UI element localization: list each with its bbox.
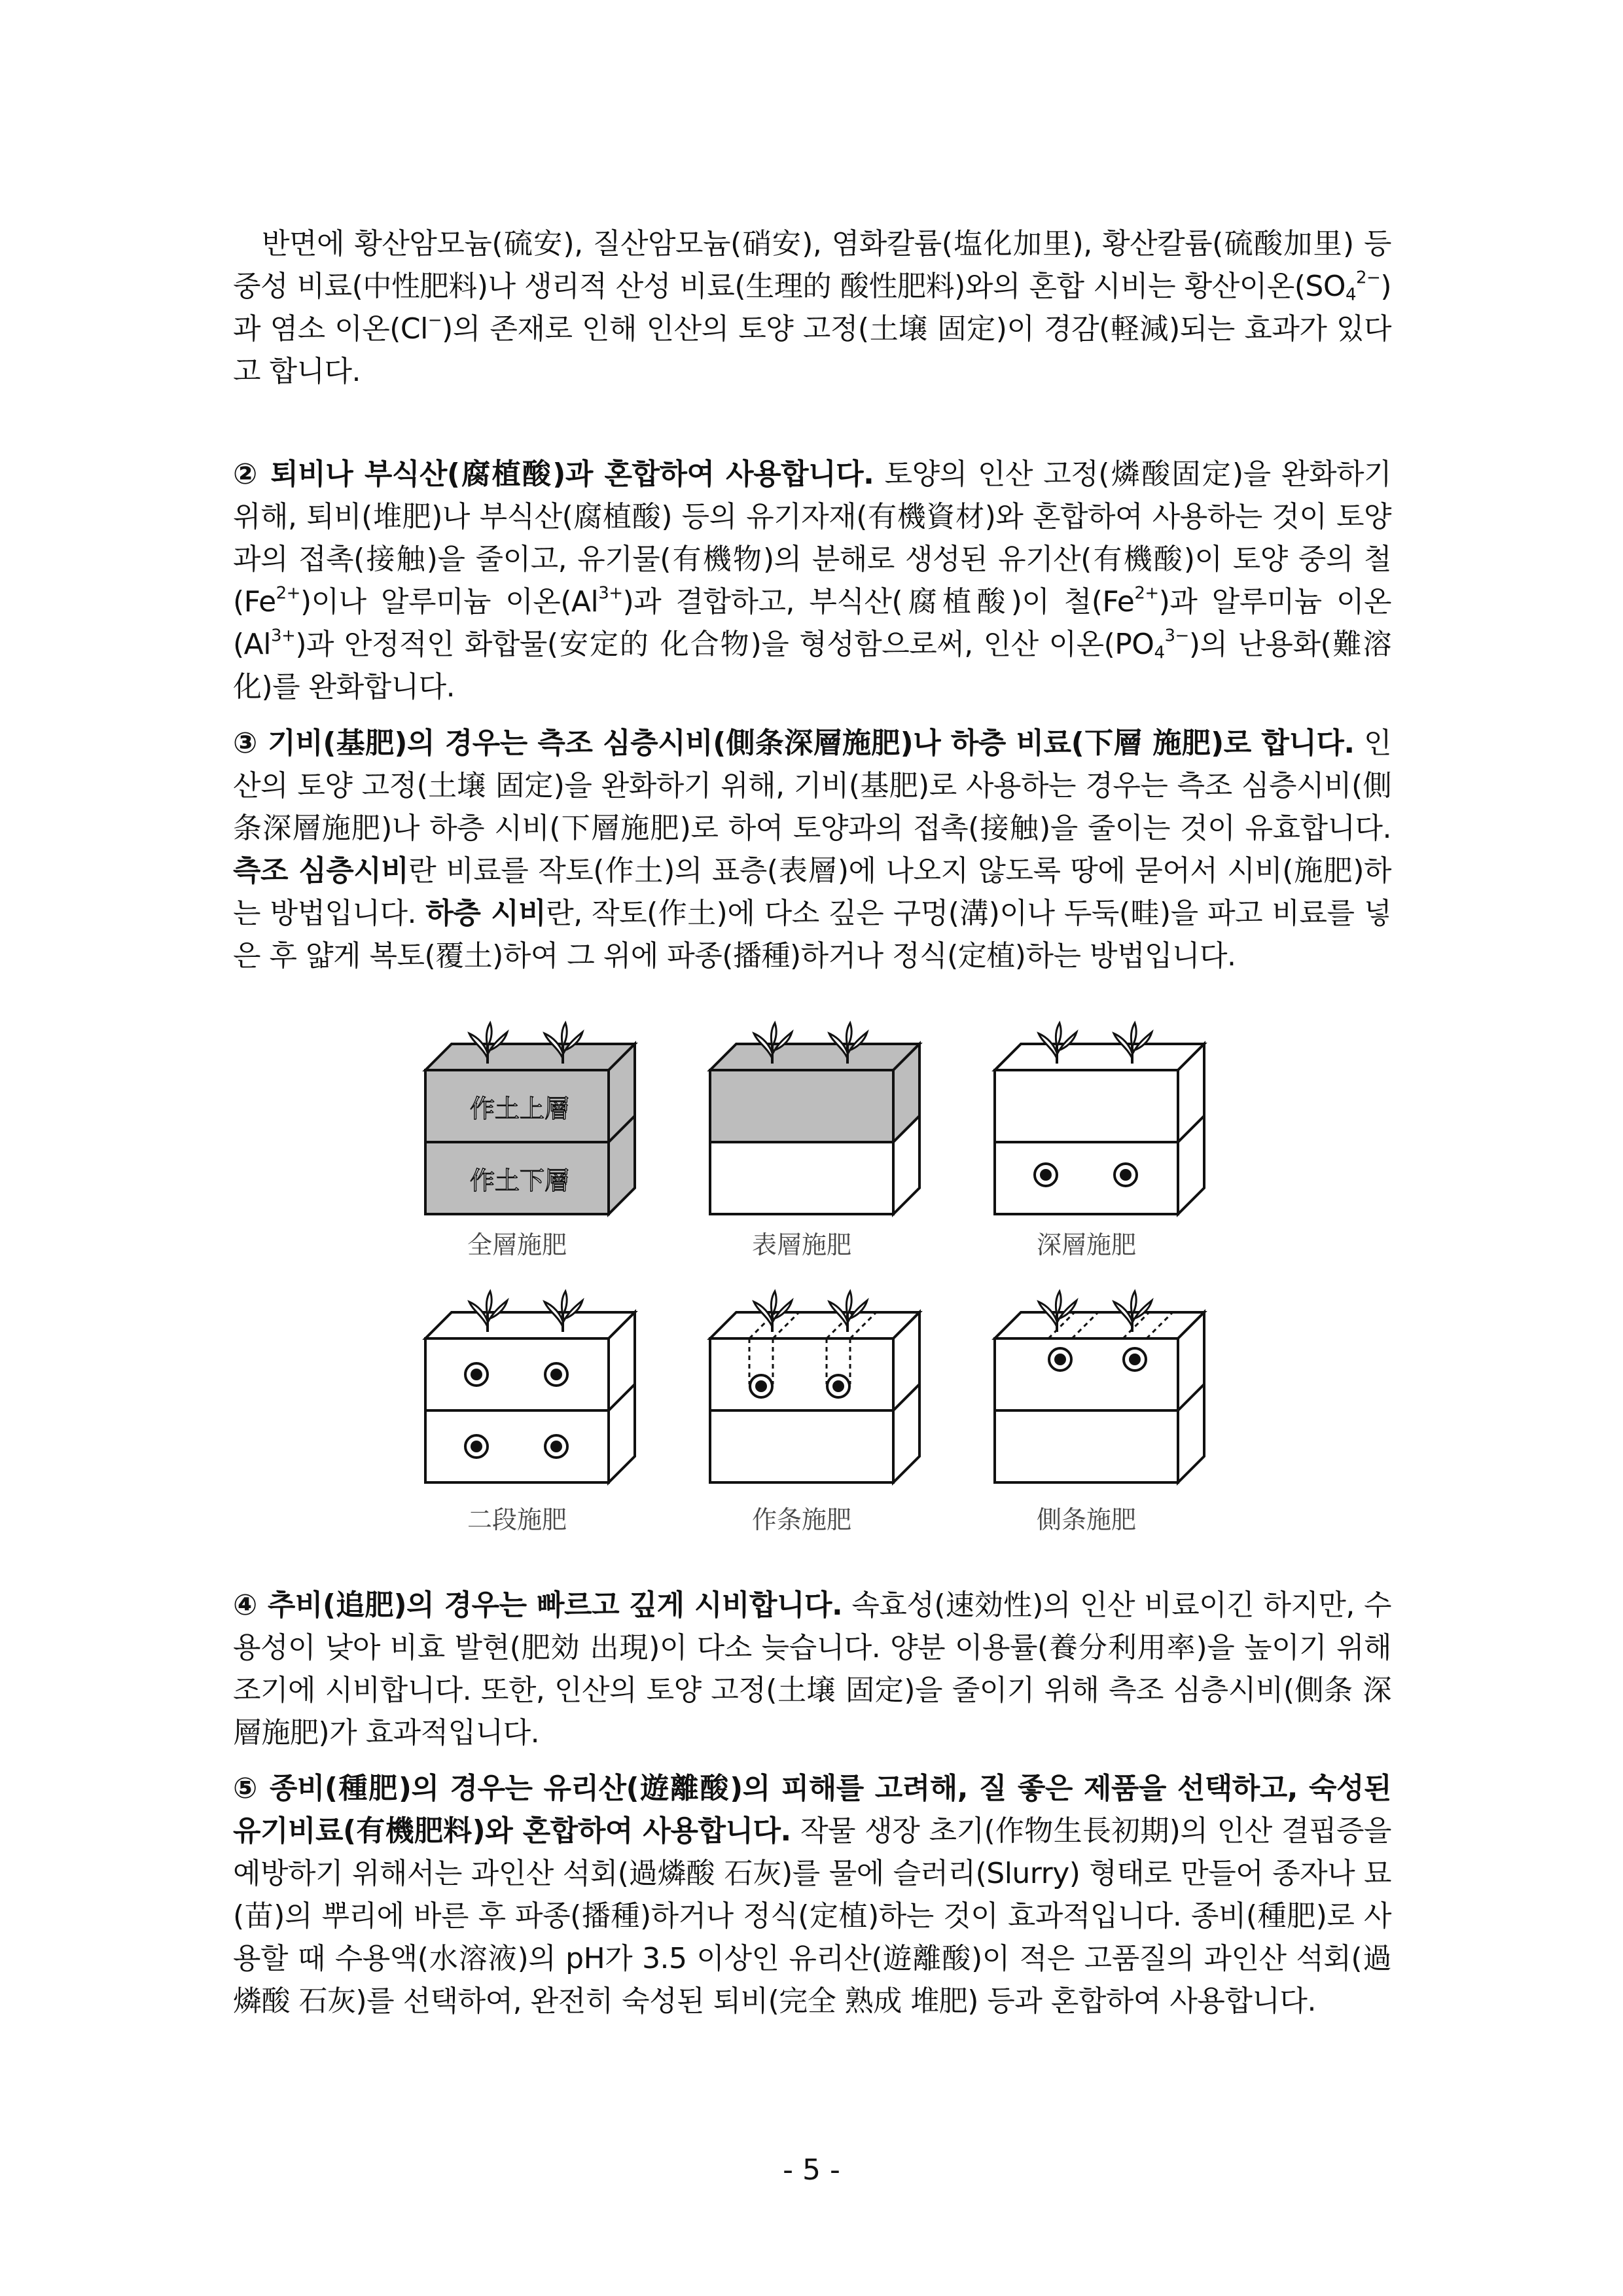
fertilization-methods-figure [406,998,1224,1535]
text: )과 결합하고, 부식산(腐植酸)이 철(Fe [622,585,1135,619]
paragraph-compost-mixing [233,453,1391,708]
text: 작물 생장 초기(作物生長初期)의 인산 결핍증을 예방하기 위해서는 과인산 석회(過燐酸 石灰)를 물에 슬러리(Slurry) 형태로 만들어 종자나 묘(苗)의 뿌리에 바른 후 파종(播種)하거나 정식(定植)하는 것이 효과적입니다. 종비(種肥)로 사용할 때 수용액(水溶液)의 pH가 3.5 이상인 유리산(遊離酸)이 적은 고품질의 과인산 석회(過燐酸 石灰)를 선택하여, 완전히 숙성된 퇴비(完全 熟成 堆肥) 등과 혼합하여 사용합니다. [233,1814,1391,2018]
text: 란 비료를 작토(作土)의 표층(表層)에 나오지 않도록 땅에 묻어서 시비(施肥)하는 방법입니다. [233,854,1391,930]
text: 반면에 황산암모늄(硫安), 질산암모늄(硝安), 염화칼륨(塩化加里), 황산칼륨(硫酸加里) 등 중성 비료(中性肥料)나 생리적 산성 비료(生理的 酸性肥料)와의 혼합 시비는 황산이온(SO [233,227,1391,303]
caption-two-stage: 二段施肥 [467,1505,567,1534]
text: )의 존재로 인해 인산의 토양 고정(土壌 固定)이 경감(軽減)되는 효과가 있다고 합니다. [233,312,1392,388]
caption-whole-layer: 全層施肥 [467,1230,567,1259]
caption-deep-layer: 深層施肥 [1036,1230,1137,1259]
superscript: 2+ [1134,583,1159,603]
text: 인산의 토양 고정(土壌 固定)을 완화하기 위해, 기비(基肥)로 사용하는 경우는 측조 심층시비(側条深層施肥)나 하층 시비(下層施肥)로 하여 토양과의 접촉(接触)을 줄이는 것이 유효합니다. [233,726,1391,845]
bold-term: 측조 심층시비 [233,854,409,888]
superscript: 3+ [598,583,623,603]
text: )의 난용화(難溶化)를 완화합니다. [233,628,1392,704]
text: 토양의 인산 고정(燐酸固定)을 완화하기 위해, 퇴비(堆肥)나 부식산(腐植酸) 등의 유기자재(有機資材)와 혼합하여 사용하는 것이 토양과의 접촉(接触)을 줄이고, 유기물(有機物)의 분해로 생성된 유기산(有機酸)이 토양 중의 철(Fe [233,457,1391,619]
superscript: − [427,310,442,331]
subscript: 4 [1154,643,1165,663]
superscript: 2− [1356,268,1381,288]
text: )과 알루미늄 이온(Al [233,585,1391,661]
superscript: 2+ [276,583,300,603]
paragraph-heading: ④ 추비(追肥)의 경우는 빠르고 깊게 시비합니다. [233,1588,843,1622]
diagram-deep-layer [995,1023,1204,1259]
paragraph-fertilizer-mixing-note [233,223,1391,393]
text: 란, 작토(作土)에 다소 깊은 구멍(溝)이나 두둑(畦)을 파고 비료를 넣은 후 얇게 복토(覆土)하여 그 위에 파종(播種)하거나 정식(定植)하는 방법입니다. [233,897,1391,973]
caption-surface-layer: 表層施肥 [751,1230,852,1259]
paragraph-topdressing [233,1584,1391,1754]
caption-side-row: 側条施肥 [1036,1505,1137,1534]
page-number: - 5 - [783,2153,840,2187]
paragraph-seed-fertilizer [233,1767,1391,2022]
diagram-surface-layer [710,1023,919,1259]
diagram-whole-layer [425,1023,635,1259]
superscript: 3+ [271,626,296,646]
text: )과 안정적인 화합물(安定的 化合物)을 형성함으로써, 인산 이온(PO [295,628,1154,661]
text: 속효성(速効性)의 인산 비료이긴 하지만, 수용성이 낮아 비효 발현(肥効 出現)이 다소 늦습니다. 양분 이용률(養分利用率)을 높이기 위해 조기에 시비합니다. 또한, 인산의 토양 고정(土壌 固定)을 줄이기 위해 측조 심층시비(側条 深層施肥)가 효과적입니다. [233,1588,1391,1749]
paragraph-basal-fertilizer [233,722,1391,977]
layer-upper-label: 作土上層 [470,1094,570,1123]
diagram-row-application [710,1291,919,1534]
paragraph-heading: ⑤ 종비(種肥)의 경우는 유리산(遊離酸)의 피해를 고려해, 질 좋은 제품을 선택하고, 숙성된 유기비료(有機肥料)와 혼합하여 사용합니다. [233,1772,1391,1848]
superscript: 3− [1164,626,1189,646]
subscript: 4 [1345,285,1356,305]
text: )이나 알루미늄 이온(Al [300,585,599,619]
paragraph-heading: ② 퇴비나 부식산(腐植酸)과 혼합하여 사용합니다. [233,457,874,491]
layer-lower-label: 作土下層 [470,1166,570,1195]
paragraph-heading: ③ 기비(基肥)의 경우는 측조 심층시비(側条深層施肥)나 하층 비료(下層 施肥)로 합니다. [233,726,1355,760]
text: )과 염소 이온(Cl [233,270,1391,346]
caption-row-application: 作条施肥 [751,1505,852,1534]
diagram-side-row [995,1291,1204,1534]
diagram-two-stage [425,1291,635,1534]
bold-term: 하층 시비 [425,897,546,930]
